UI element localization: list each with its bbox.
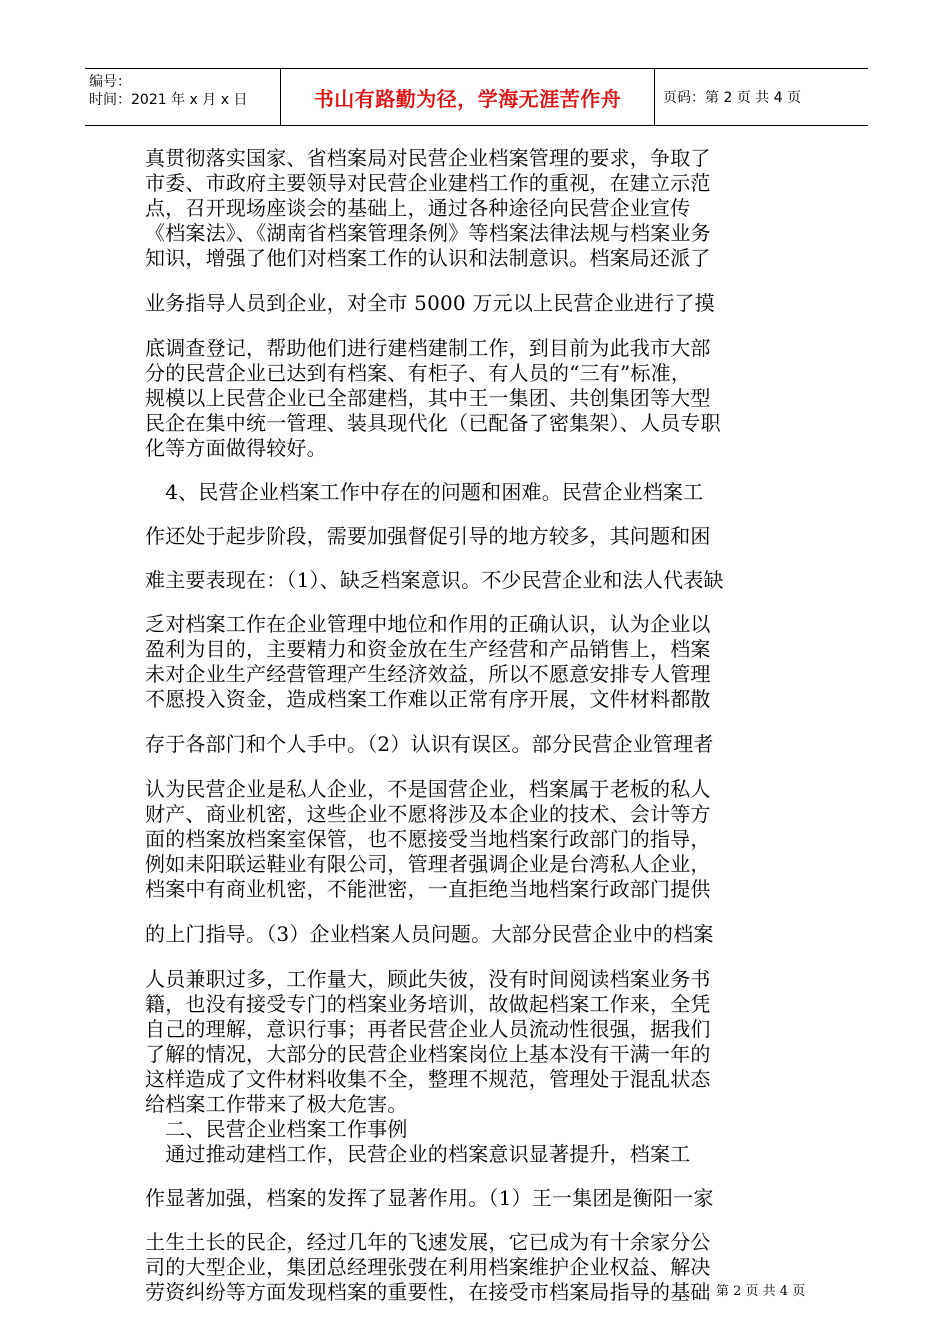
body-line: 自己的理解，意识行事；再者民营企业人员流动性很强，据我们 (145, 1017, 711, 1041)
body-line: 面的档案放档案室保管，也不愿接受当地档案行政部门的指导， (145, 827, 711, 851)
body-line: 认为民营企业是私人企业，不是国营企业，档案属于老板的私人 (145, 777, 711, 801)
body-line: 4、民营企业档案工作中存在的问题和困难。民营企业档案工 (145, 480, 704, 504)
body-line: 籍，也没有接受专门的档案业务培训，故做起档案工作来，全凭 (145, 992, 711, 1016)
body-line: 市委、市政府主要领导对民营企业建档工作的重视，在建立示范 (145, 171, 711, 195)
header-page-number: 页码：第 2 页 共 4 页 (663, 90, 802, 106)
body-line: 《档案法》、《湖南省档案管理条例》等档案法律法规与档案业务 (145, 221, 711, 245)
body-line: 盈利为目的，主要精力和资金放在生产经营和产品销售上，档案 (145, 637, 711, 661)
body-line: 人员兼职过多，工作量大，顾此失彼，没有时间阅读档案业务书 (145, 967, 711, 991)
header-meta (85, 69, 281, 125)
body-line: 点，召开现场座谈会的基础上，通过各种途径向民营企业宣传 (145, 196, 691, 220)
body-line: 例如耒阳联运鞋业有限公司，管理者强调企业是台湾私人企业， (145, 852, 711, 876)
document-number-label: 编号： (89, 74, 131, 90)
body-line: 乏对档案工作在企业管理中地位和作用的正确认识，认为企业以 (145, 612, 711, 636)
body-line: 难主要表现在：（1）、缺乏档案意识。不少民营企业和法人代表缺 (145, 568, 724, 592)
body-line: 底调查登记，帮助他们进行建档建制工作，到目前为此我市大部 (145, 336, 711, 360)
body-line: 土生土长的民企，经过几年的飞速发展，它已成为有十余家分公 (145, 1230, 711, 1254)
body-line: 劳资纠纷等方面发现档案的重要性，在接受市档案局指导的基础 (145, 1280, 711, 1304)
body-line: 档案中有商业机密，不能泄密，一直拒绝当地档案行政部门提供 (145, 877, 711, 901)
body-line: 通过推动建档工作，民营企业的档案意识显著提升，档案工 (145, 1142, 691, 1166)
body-line: 知识，增强了他们对档案工作的认识和法制意识。档案局还派了 (145, 246, 711, 270)
body-line: 存于各部门和个人手中。（2）认识有误区。部分民营企业管理者 (145, 732, 714, 756)
page-footer: 第 2 页 共 4 页 (716, 1284, 806, 1299)
page-header (85, 68, 868, 126)
body-line: 了解的情况，大部分的民营企业档案岗位上基本没有干满一年的 (145, 1042, 711, 1066)
body-line: 化等方面做得较好。 (145, 436, 327, 460)
document-time-label: 时间：2021 年 x 月 x 日 (89, 92, 248, 108)
body-line: 真贯彻落实国家、省档案局对民营企业档案管理的要求，争取了 (145, 146, 711, 170)
body-line: 的上门指导。（3）企业档案人员问题。大部分民营企业中的档案 (145, 922, 714, 946)
body-line: 分的民营企业已达到有档案、有柜子、有人员的“三有”标准， (145, 361, 692, 385)
body-line: 给档案工作带来了极大危害。 (145, 1092, 408, 1116)
header-motto: 书山有路勤为径，学海无涯苦作舟 (281, 69, 655, 125)
body-line: 作还处于起步阶段，需要加强督促引导的地方较多，其问题和困 (145, 524, 711, 548)
body-line: 财产、商业机密，这些企业不愿将涉及本企业的技术、会计等方 (145, 802, 711, 826)
body-line: 司的大型企业，集团总经理张弢在利用档案维护企业权益、解决 (145, 1255, 711, 1279)
body-line: 不愿投入资金，造成档案工作难以正常有序开展，文件材料都散 (145, 687, 711, 711)
body-line: 未对企业生产经营管理产生经济效益，所以不愿意安排专人管理 (145, 662, 711, 686)
body-line: 作显著加强，档案的发挥了显著作用。（1）王一集团是衡阳一家 (145, 1186, 714, 1210)
body-line: 二、民营企业档案工作事例 (145, 1117, 408, 1141)
body-line: 规模以上民营企业已全部建档，其中王一集团、共创集团等大型 (145, 386, 711, 410)
body-line: 这样造成了文件材料收集不全，整理不规范，管理处于混乱状态 (145, 1067, 711, 1091)
body-line: 民企在集中统一管理、装具现代化（已配备了密集架）、人员专职 (145, 411, 721, 435)
body-line: 业务指导人员到企业，对全市 5000 万元以上民营企业进行了摸 (145, 291, 715, 315)
